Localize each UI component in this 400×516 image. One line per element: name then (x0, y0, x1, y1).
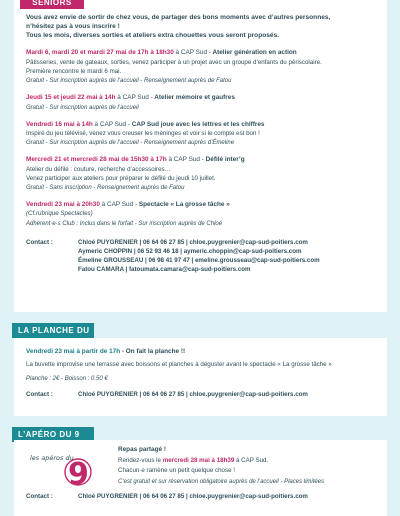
contact-line[interactable]: Chloé PUYGRENIER | 06 64 06 27 85 | chloe.puygrenier@cap-sud-poitiers.com (78, 390, 308, 398)
event-4: Mercredi 21 et mercredi 28 mai de 15h30 à 17h à CAP Sud - Défilé inter’g Atelier du défilé : couture, recherche d’accessoires… Venez participer aux ateliers pour préparer le défilé du jeudi 10 juillet. Gratuit - Sans inscription - Renseignement auprès de Fatou (26, 156, 245, 192)
seniors-contacts: Contact : Chloé PUYGRENIER | 06 64 06 27 85 | chloe.puygrenier@cap-sud-poitiers.com Aymeric CHOPPIN | 06 52 93 46 18 | aymeric.choppin@cap-sud-poitiers.com Émeline GROUSSEAU | 06 98 41 97 47 | emeline.grousseau@cap-sud-poitiers.com Fatou CAMARA | fatoumata.camara@cap-sud-poitiers.com (26, 238, 320, 274)
seniors-card (14, 0, 387, 312)
contact-line[interactable]: Aymeric CHOPPIN | 06 52 93 46 18 | aymeric.choppin@cap-sud-poitiers.com (78, 247, 302, 255)
event-3: Vendredi 16 mai à 14h à CAP Sud - CAP Sud joue avec les lettres et les chiffres Inspiré du jeu télévisé, venez vous creuser les méninges et voir si le compte est bon ! Gratuit - Sur inscription auprès de l’accueil - Renseignement auprès d’Émeline (26, 120, 265, 147)
apero-card: les apéros du 9 Repas partagé ! Rendez-vous le mercredi 28 mai à 18h39 à CAP Sud. Chacun·e ramène un petit quelque chose ! C’est gratuit et sur réservation obligatoire auprès de l’accueil - Places limitées Contact : Chloé PUYGRENIER | 06 64 06 27 85 | chloe.puygrenier@cap-sud-poitiers.com (14, 440, 387, 516)
planche-tab: LA PLANCHE DU (12, 323, 94, 338)
contact-line[interactable]: Émeline GROUSSEAU | 06 98 41 97 47 | emeline.grousseau@cap-sud-poitiers.com (78, 257, 320, 265)
event-1: Mardi 6, mardi 20 et mardi 27 mai de 17h à 18h30 à CAP Sud - Atelier génération en action Pâtisseries, vente de gateaux, sorties, venez participer à un projet avec un groupe d’enfants du périscolaire. Première rencontre le mardi 6 mai. Gratuit - Sur inscription auprès de l’accueil - Renseignement auprès de Fatou (26, 49, 322, 85)
event-2: Jeudi 15 et jeudi 22 mai à 14h à CAP Sud - Atelier mémoire et gaufres Gratuit - Sur inscription auprès de l’accueil (26, 94, 235, 111)
logo-number: 9 (68, 457, 89, 488)
contact-line[interactable]: Chloé PUYGRENIER | 06 64 06 27 85 | chloe.puygrenier@cap-sud-poitiers.com (78, 492, 308, 500)
contact-line[interactable]: Chloé PUYGRENIER | 06 64 06 27 85 | chloe.puygrenier@cap-sud-poitiers.com (78, 238, 308, 246)
logo-text: les apéros du (30, 454, 74, 462)
seniors-tab: SENIORS (20, 0, 84, 9)
event-5: Vendredi 23 mai à 20h30 à CAP Sud - Spectacle « La grosse tâche » (Cf.rubrique Spectacles) Adhérent·e·s Club : Inclus dans le forfait - Sur inscription auprès de Chloé (26, 201, 230, 227)
apero-logo (28, 450, 98, 488)
contact-line[interactable]: Fatou CAMARA | fatoumata.camara@cap-sud-poitiers.com (78, 266, 251, 274)
apero-tab: L’APÉRO DU 9 (12, 427, 94, 442)
seniors-intro: Vous avez envie de sortir de chez vous, de partager des bons moments avec d’autres personnes, n’hésitez pas à vous inscrire ! Tous les mois, diverses sorties et ateliers extra chouettes vous seront proposés. (26, 14, 331, 39)
planche-card: Vendredi 23 mai à partir de 17h - On fait la planche !! La buvette improvise une terrasse avec boissons et planches à déguster avant le spectacle « La grosse tâche » Planche : 2€ - Boisson : 0.50 € Contact : Chloé PUYGRENIER | 06 64 06 27 85 | chloe.puygrenier@cap-sud-poitiers.com (14, 338, 387, 416)
